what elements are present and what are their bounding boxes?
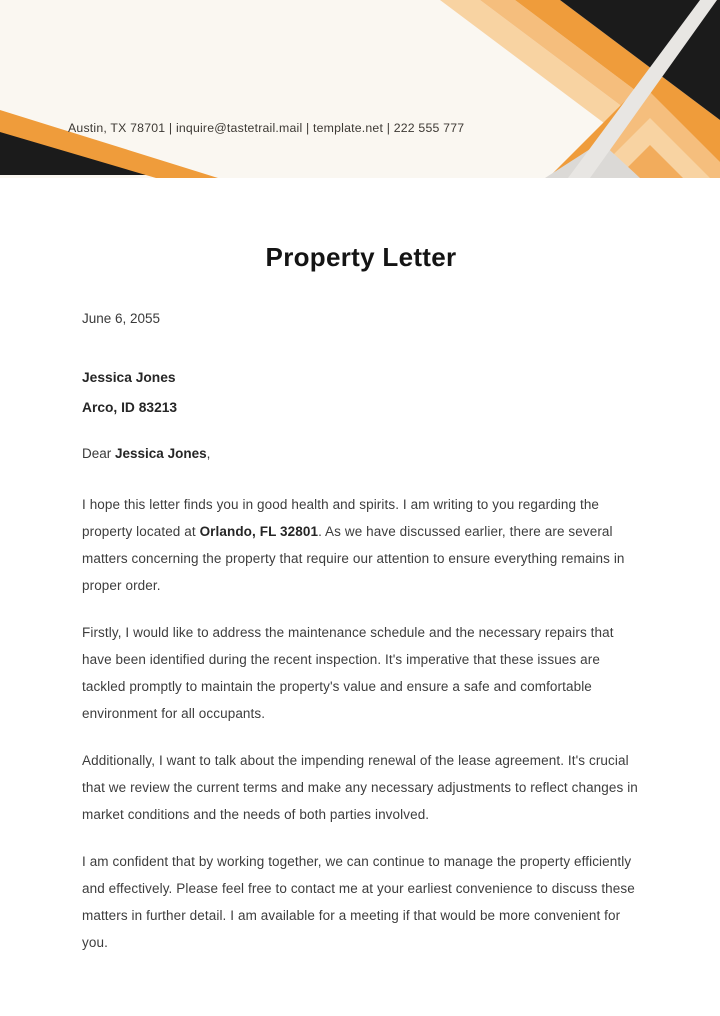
- recipient-block: [82, 363, 640, 423]
- salutation-prefix: Dear: [82, 446, 116, 461]
- paragraph-maintenance: Firstly, I would like to address the maintenance schedule and the necessary repairs that have been identified during the recent inspection. It's imperative that these issues are tackled promptly to maintain the property's value and ensure a safe and comfortable environment for all occupants.: [82, 625, 614, 721]
- paragraph-intro-rest: . As we have discussed earlier, there are several matters concerning the property that require our attention to ensure everything remains in proper order.: [82, 524, 625, 593]
- page-title: Property Letter: [265, 242, 457, 272]
- salutation-name: Jessica Jones: [115, 446, 207, 461]
- paragraph-intro-text: I hope this letter finds you in good health and spirits. I am writing to you regarding the property located at: [82, 497, 600, 539]
- letter-date: June 6, 2055: [82, 311, 161, 326]
- contact-line: Austin, TX 78701 | inquire@tastetrail.mail | template.net | 222 555 777: [68, 121, 465, 135]
- paragraph-closing: I am confident that by working together, we can continue to manage the property efficiently and effectively. Please feel free to contact me at your earliest convenience to discuss these matters in further detail. I am available for a meeting if that would be more convenient for you.: [82, 854, 635, 950]
- property-location: Orlando, FL 32801: [199, 524, 319, 539]
- letterhead-graphic: [0, 0, 720, 178]
- paragraph-lease: Additionally, I want to talk about the impending renewal of the lease agreement. It's crucial that we review the current terms and make any necessary adjustments to reflect changes in market conditions and the needs of both parties involved.: [82, 753, 638, 822]
- paragraph-intro: [82, 491, 640, 599]
- recipient-name: Jessica Jones: [82, 370, 176, 385]
- letter-body: [0, 242, 720, 956]
- recipient-address: Arco, ID 83213: [82, 400, 178, 415]
- salutation: [82, 446, 640, 461]
- letterhead: [0, 0, 720, 178]
- salutation-suffix: ,: [206, 446, 211, 461]
